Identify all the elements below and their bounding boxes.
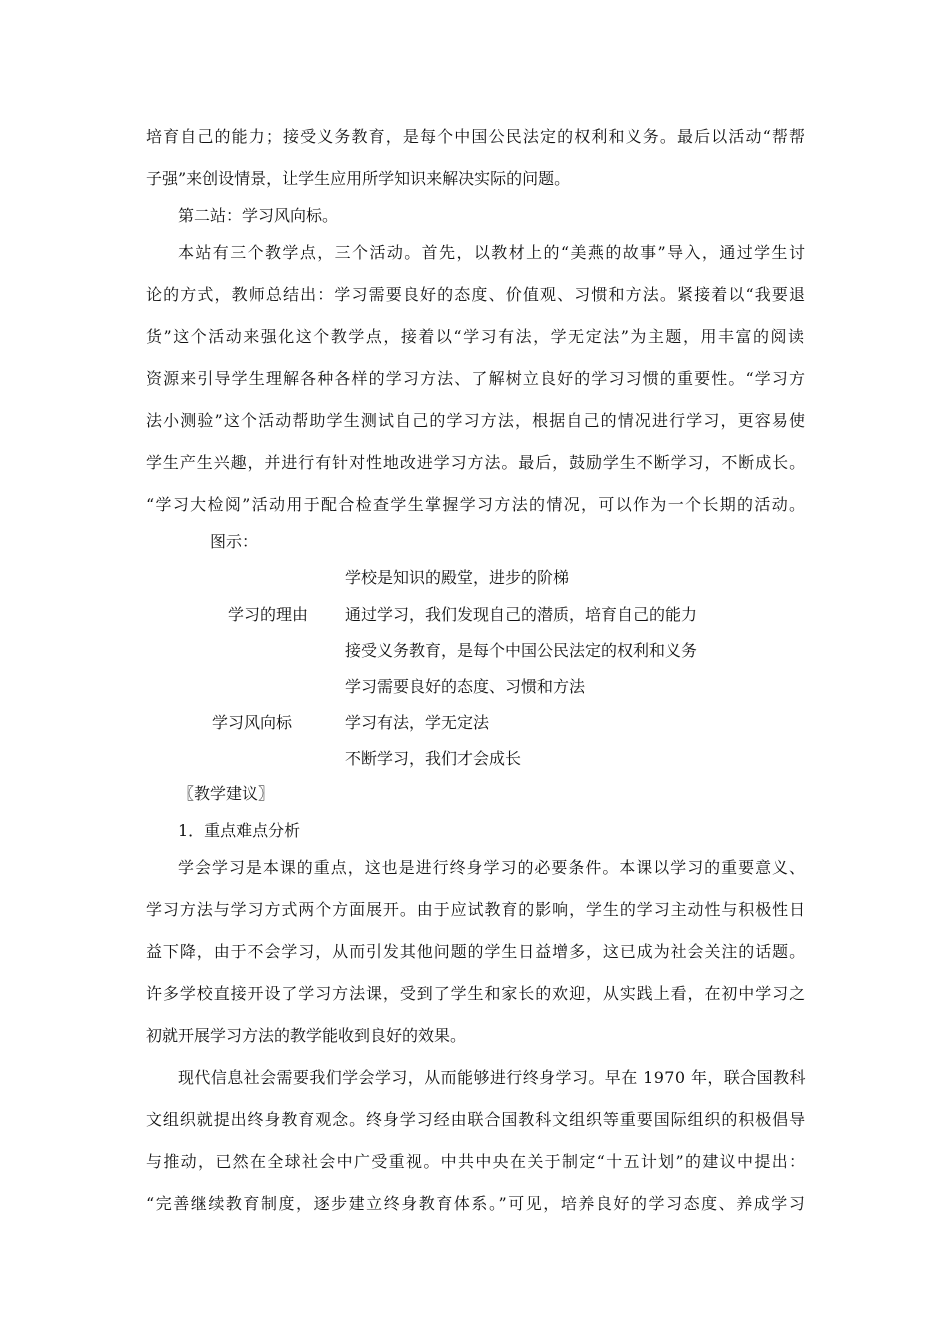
paragraph-line: 法小测验”这个活动帮助学生测试自己的学习方法，根据自己的情况进行学习，更容易使 — [146, 411, 807, 430]
subsection-heading: 1．重点难点分析 — [178, 821, 301, 840]
paragraph-line: 货”这个活动来强化这个教学点，接着以“学习有法，学无定法”为主题，用丰富的阅读 — [146, 327, 806, 346]
paragraph-line: “完善继续教育制度，逐步建立终身教育体系。”可见，培养良好的学习态度、养成学习 — [146, 1194, 807, 1213]
paragraph-line: 资源来引导学生理解各种各样的学习方法、了解树立良好的学习习惯的重要性。“学习方 — [146, 369, 807, 388]
paragraph-line: 现代信息社会需要我们学会学习，从而能够进行终身学习。早在 1970 年，联合国教科 — [178, 1068, 806, 1087]
diagram-item: 不断学习，我们才会成长 — [345, 749, 522, 768]
paragraph-line: 论的方式，教师总结出：学习需要良好的态度、价值观、习惯和方法。紧接着以“我要退 — [146, 285, 807, 304]
paragraph-line: 文组织就提出终身教育观念。终身学习经由联合国教科文组织等重要国际组织的积极倡导 — [146, 1110, 807, 1129]
paragraph-line: 本站有三个教学点，三个活动。首先，以教材上的“美燕的故事”导入，通过学生讨 — [178, 243, 807, 262]
paragraph-line: 与推动，已然在全球社会中广受重视。中共中央在关于制定“十五计划”的建议中提出： — [146, 1152, 807, 1171]
diagram-item: 学习需要良好的态度、习惯和方法 — [345, 677, 586, 696]
section-heading: 〖教学建议〗 — [178, 784, 275, 803]
paragraph-line: “学习大检阅”活动用于配合检查学生掌握学习方法的情况，可以作为一个长期的活动。 — [146, 495, 807, 514]
diagram-caption: 图示： — [210, 532, 259, 551]
paragraph-line: 益下降，由于不会学习，从而引发其他问题的学生日益增多，这已成为社会关注的话题。 — [146, 942, 807, 961]
diagram-group-label: 学习的理由 — [228, 605, 309, 624]
paragraph-line: 培育自己的能力；接受义务教育，是每个中国公民法定的权利和义务。最后以活动“帮帮 — [146, 127, 807, 146]
diagram-item: 学习有法，学无定法 — [345, 713, 490, 732]
paragraph-line: 子强”来创设情景，让学生应用所学知识来解决实际的问题。 — [146, 169, 571, 188]
paragraph-line: 初就开展学习方法的教学能收到良好的效果。 — [146, 1026, 467, 1045]
paragraph-line: 学生产生兴趣，并进行有针对性地改进学习方法。最后，鼓励学生不断学习，不断成长。 — [146, 453, 807, 472]
diagram-item: 通过学习，我们发现自己的潜质，培育自己的能力 — [345, 605, 698, 624]
paragraph-line: 许多学校直接开设了学习方法课，受到了学生和家长的欢迎，从实践上看，在初中学习之 — [146, 984, 807, 1003]
diagram-group-label: 学习风向标 — [212, 713, 293, 732]
paragraph-line: 学会学习是本课的重点，这也是进行终身学习的必要条件。本课以学习的重要意义、 — [178, 858, 807, 877]
paragraph-line: 学习方法与学习方式两个方面展开。由于应试教育的影响，学生的学习主动性与积极性日 — [146, 900, 807, 919]
diagram-item: 学校是知识的殿堂，进步的阶梯 — [345, 568, 570, 587]
diagram-item: 接受义务教育，是每个中国公民法定的权利和义务 — [345, 641, 698, 660]
station-heading: 第二站：学习风向标。 — [178, 206, 339, 225]
